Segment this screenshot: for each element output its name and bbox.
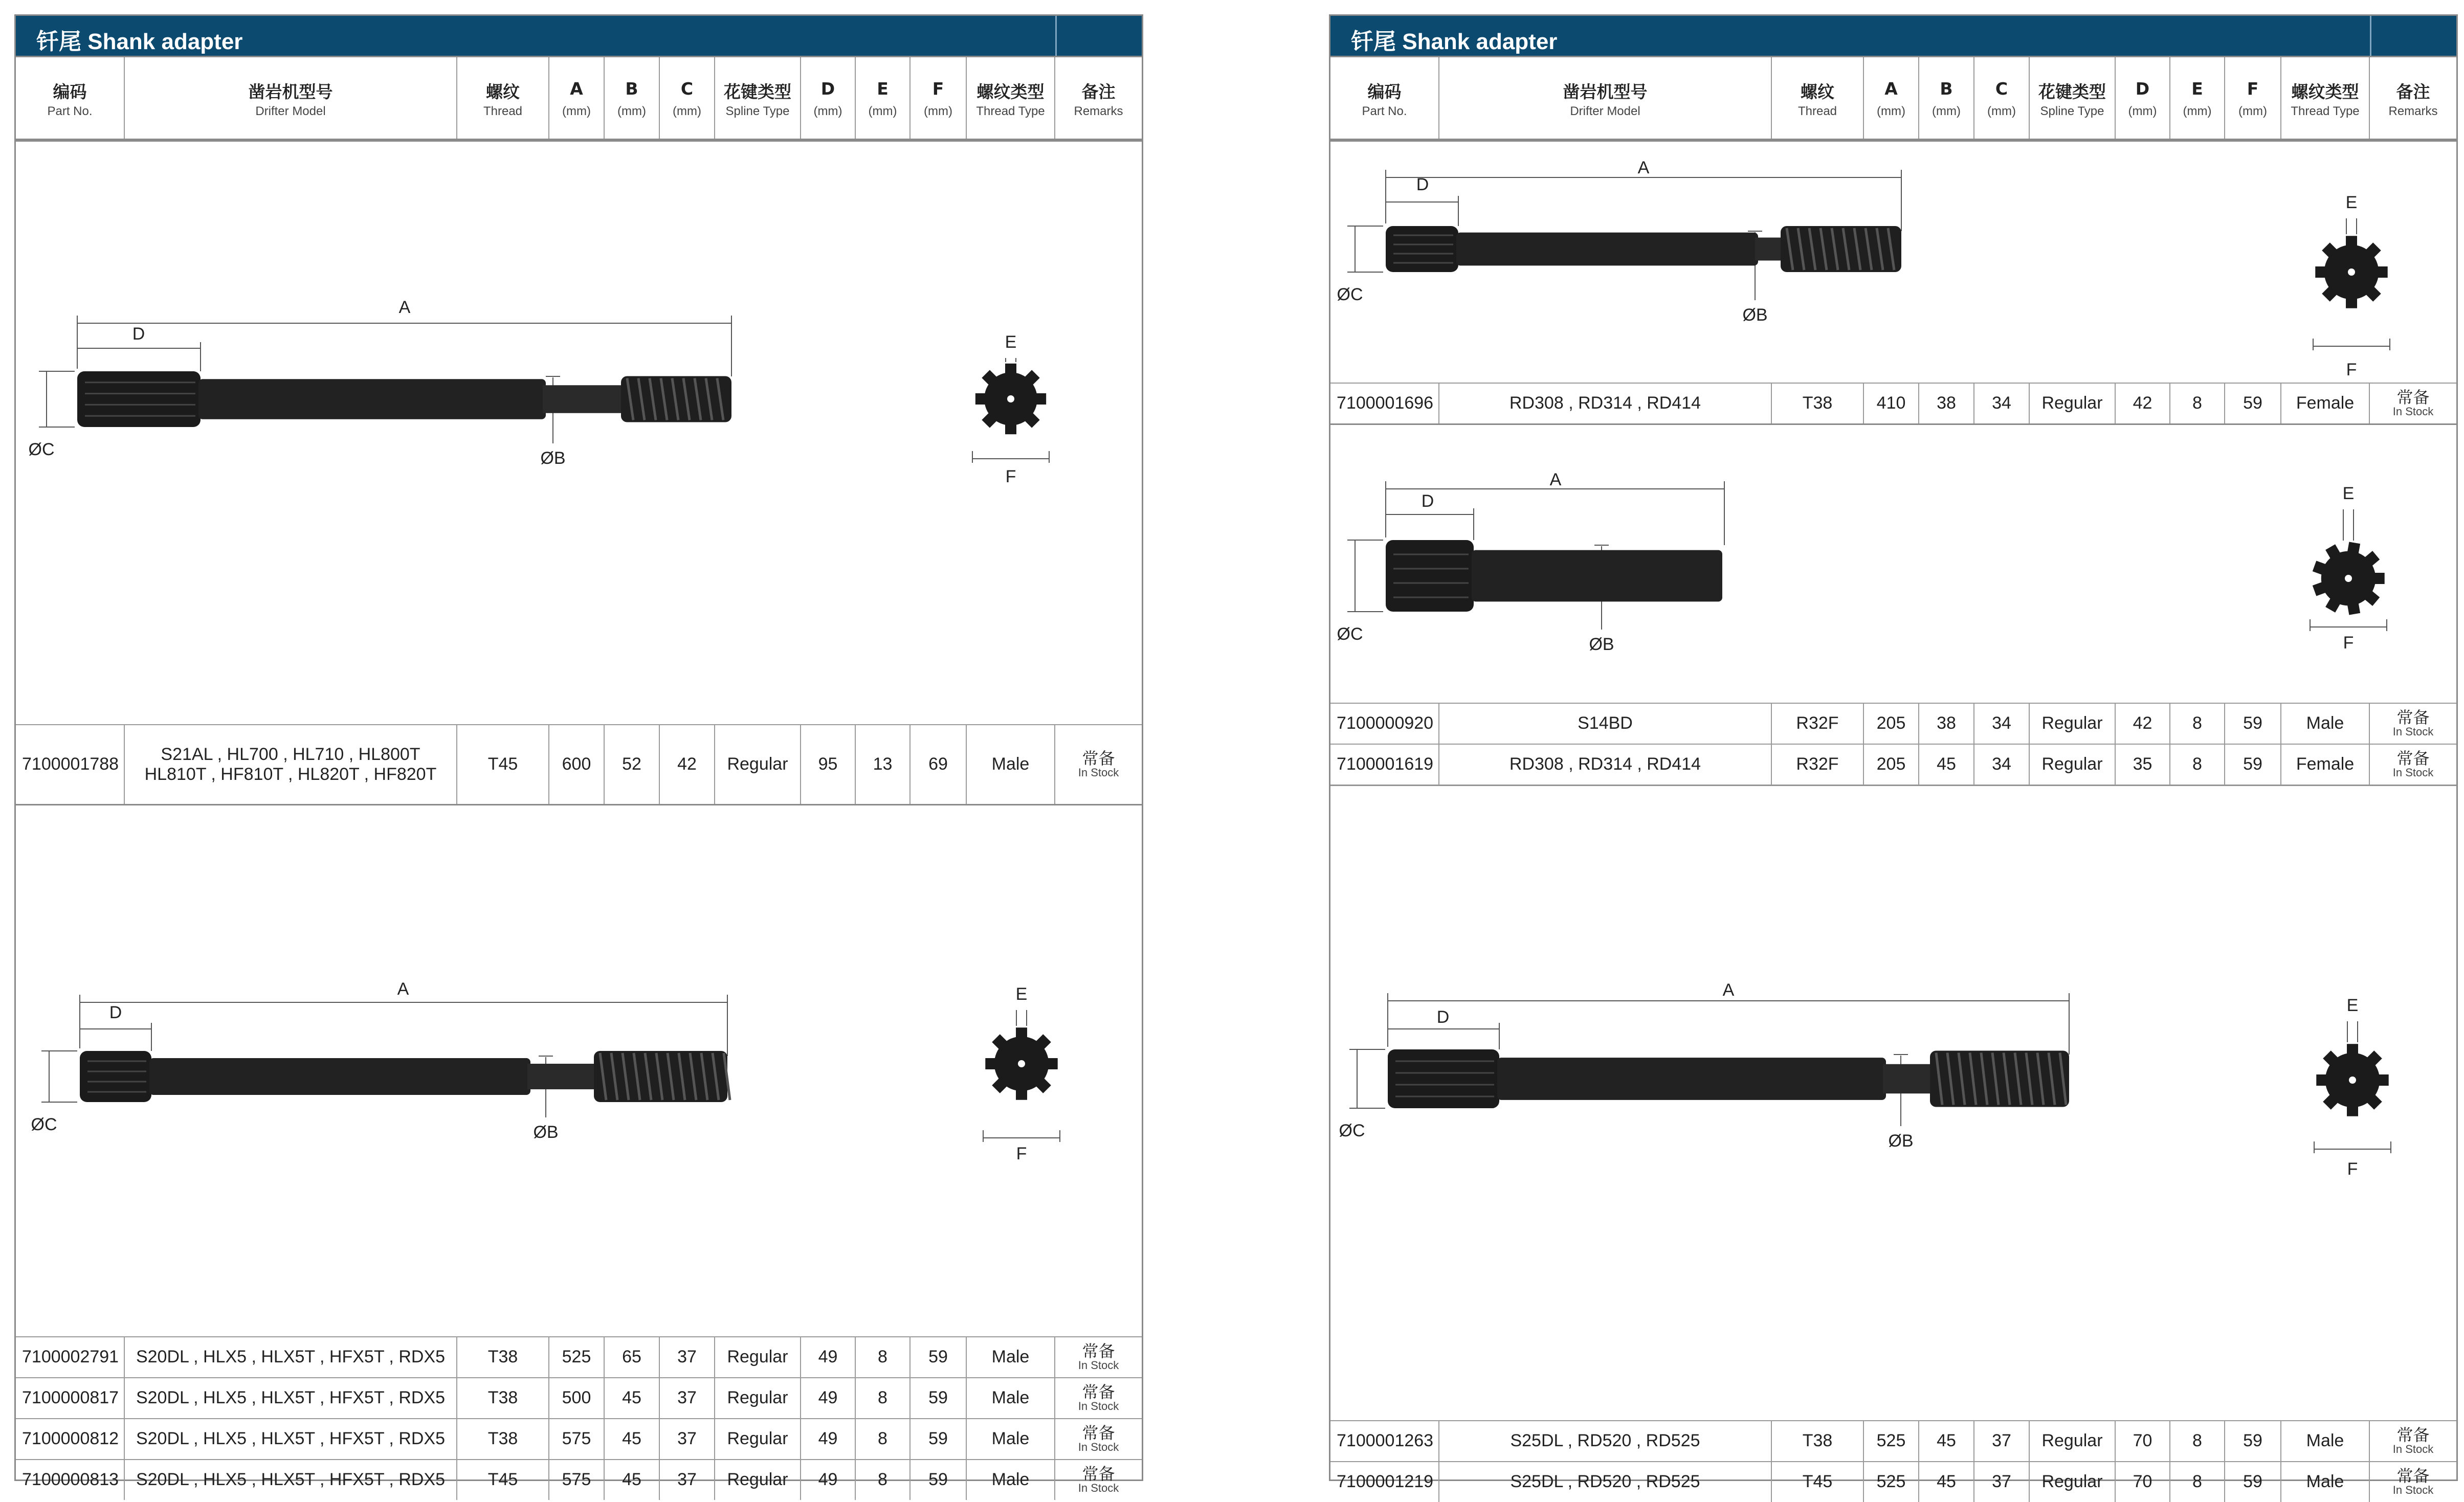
cell-D: 42 (2116, 384, 2170, 423)
drifter-model-line: RD308 , RD314 , RD414 (1509, 754, 1701, 774)
cell-thread: T45 (457, 725, 549, 804)
dim-label-b: ØB (540, 449, 566, 468)
cell-A: 525 (549, 1337, 605, 1377)
section-title: 钎尾 Shank adapter (36, 29, 243, 54)
header-col-model (125, 57, 457, 139)
header-col-cn: D (820, 79, 835, 99)
dim-label-b: ØB (1888, 1131, 1914, 1151)
table-row (1330, 703, 2456, 744)
cell-F: 59 (911, 1378, 967, 1418)
shank-spline-head (1388, 1049, 1499, 1108)
table-header (1330, 57, 2456, 140)
header-col-D (2116, 57, 2170, 139)
section-title-bar (1330, 16, 2456, 57)
cell-spline: Regular (2030, 745, 2116, 784)
spline-cross-section-icon (985, 1027, 1057, 1100)
shank-adapter-drawing (1330, 142, 2456, 384)
header-col-en: (mm) (1877, 104, 1905, 118)
remarks-cn: 常备 (2396, 1466, 2430, 1486)
cell-F: 59 (2225, 1462, 2281, 1502)
cell-thread: T45 (1772, 1462, 1864, 1502)
header-col-en: Thread Type (2291, 104, 2360, 118)
cell-spline: Regular (2030, 1421, 2116, 1461)
remarks-en: In Stock (1078, 1440, 1119, 1453)
cell-B: 45 (605, 1378, 660, 1418)
dim-label-d: D (1436, 1007, 1450, 1027)
table-row (16, 1377, 1142, 1418)
drifter-model-line: RD308 , RD314 , RD414 (1509, 393, 1701, 413)
cell-D: 95 (801, 725, 856, 804)
table-row (16, 1418, 1142, 1459)
cell-D: 49 (801, 1337, 856, 1377)
cell-thread: T38 (457, 1337, 549, 1377)
dim-label-b: ØB (533, 1123, 559, 1142)
header-col-en: Part No. (1362, 104, 1407, 118)
table-row (1330, 1420, 2456, 1461)
cell-B: 38 (1919, 704, 1974, 744)
remarks-en: In Stock (2392, 725, 2434, 738)
header-col-cn: 螺纹类型 (2291, 82, 2359, 102)
cell-thread: T38 (457, 1378, 549, 1418)
header-col-cn: 花键类型 (724, 82, 791, 102)
cell-C: 37 (660, 1419, 715, 1459)
header-col-remarks (2370, 57, 2456, 139)
cell-F: 59 (2225, 1421, 2281, 1461)
cell-model (125, 1378, 457, 1418)
cell-thread: T38 (1772, 1421, 1864, 1461)
cell-part: 7100002791 (16, 1337, 125, 1377)
remarks-cn: 常备 (1082, 1382, 1115, 1402)
header-col-en: (mm) (2238, 104, 2267, 118)
header-col-cn: 凿岩机型号 (1563, 82, 1648, 102)
cell-model (125, 1460, 457, 1500)
cell-thread: T38 (457, 1419, 549, 1459)
header-col-thread-type (967, 57, 1055, 139)
cell-E: 8 (856, 1460, 911, 1500)
header-col-cn: B (1940, 79, 1953, 99)
cell-A: 525 (1864, 1421, 1919, 1461)
remarks-en: In Stock (1078, 1399, 1119, 1413)
cell-F: 69 (911, 725, 967, 804)
header-col-cn: D (2135, 79, 2150, 99)
cell-thread-type: Male (967, 1337, 1055, 1377)
cell-D: 70 (2116, 1421, 2170, 1461)
header-col-en: (mm) (1987, 104, 2016, 118)
dim-label-c: ØC (1337, 285, 1363, 304)
cell-thread: T38 (1772, 384, 1864, 423)
header-col-cn: 编码 (53, 82, 87, 102)
table-row (16, 724, 1142, 804)
cell-C: 42 (660, 725, 715, 804)
product-drawing (16, 804, 1142, 1336)
shank-shaft (149, 1058, 530, 1095)
drifter-model-line: S25DL , RD520 , RD525 (1510, 1472, 1700, 1492)
cell-B: 38 (1919, 384, 1974, 423)
header-col-en: Remarks (2388, 104, 2438, 118)
cell-part: 7100000813 (16, 1460, 125, 1500)
table-header (16, 57, 1142, 140)
cell-remarks (1055, 1419, 1142, 1459)
dim-label-f: F (2347, 1159, 2358, 1179)
header-col-cn: A (1884, 79, 1898, 99)
cell-E: 8 (2170, 745, 2225, 784)
cell-spline: Regular (715, 1460, 801, 1500)
cell-thread-type: Male (2281, 1421, 2370, 1461)
cell-E: 8 (2170, 1421, 2225, 1461)
cell-remarks (2370, 704, 2456, 744)
header-col-cn: 花键类型 (2038, 82, 2106, 102)
cell-spline: Regular (2030, 384, 2116, 423)
product-drawing (1330, 140, 2456, 383)
cell-B: 45 (1919, 1462, 1974, 1502)
cell-A: 205 (1864, 704, 1919, 744)
section-title-bar (16, 16, 1142, 57)
remarks-cn: 常备 (1082, 1341, 1115, 1361)
remarks-en: In Stock (2392, 1442, 2434, 1455)
header-col-en: (mm) (1932, 104, 1961, 118)
header-col-en: Drifter Model (1570, 104, 1640, 118)
remarks-cn: 常备 (1082, 1423, 1115, 1443)
cell-F: 59 (2225, 704, 2281, 744)
remarks-en: In Stock (1078, 1358, 1119, 1372)
header-col-E (856, 57, 911, 139)
spline-cross-section-icon (975, 364, 1046, 434)
dim-label-e: E (2346, 996, 2359, 1015)
header-col-cn: F (2247, 79, 2259, 99)
remarks-cn: 常备 (1082, 748, 1115, 768)
cell-part: 7100001696 (1330, 384, 1439, 423)
header-col-E (2170, 57, 2225, 139)
dim-label-b: ØB (1589, 635, 1614, 654)
header-col-en: (mm) (868, 104, 897, 118)
header-col-en: (mm) (617, 104, 646, 118)
cell-remarks (1055, 1460, 1142, 1500)
cell-A: 575 (549, 1419, 605, 1459)
cell-C: 34 (1974, 704, 2030, 744)
header-col-en: Spline Type (725, 104, 790, 118)
header-col-cn: F (932, 79, 944, 99)
cell-C: 34 (1974, 384, 2030, 423)
cell-thread-type: Male (967, 1460, 1055, 1500)
cell-B: 45 (605, 1460, 660, 1500)
cell-A: 525 (1864, 1462, 1919, 1502)
cell-E: 8 (2170, 384, 2225, 423)
table-row (1330, 383, 2456, 423)
dim-label-d: D (109, 1003, 122, 1022)
cell-F: 59 (911, 1337, 967, 1377)
dim-label-e: E (2345, 193, 2358, 212)
cell-remarks (1055, 725, 1142, 804)
cell-thread-type: Male (967, 1378, 1055, 1418)
cell-C: 34 (1974, 745, 2030, 784)
remarks-en: In Stock (2392, 405, 2434, 418)
header-col-A (549, 57, 605, 139)
header-col-en: Part No. (47, 104, 93, 118)
blank-area (1330, 784, 2456, 786)
spline-cross-section-icon (2313, 542, 2385, 615)
header-col-en: Thread Type (976, 104, 1045, 118)
dim-label-d: D (132, 324, 145, 344)
remarks-cn: 常备 (1082, 1464, 1115, 1484)
header-col-remarks (1055, 57, 1142, 139)
catalog-page-right (1329, 14, 2458, 1496)
remarks-cn: 常备 (2396, 387, 2430, 407)
header-col-cn: 备注 (2396, 82, 2430, 102)
remarks-cn: 常备 (2396, 707, 2430, 727)
dim-label-c: ØC (1339, 1121, 1365, 1140)
cell-A: 575 (549, 1460, 605, 1500)
header-col-en: (mm) (2183, 104, 2212, 118)
header-col-en: (mm) (924, 104, 952, 118)
cell-A: 205 (1864, 745, 1919, 784)
dim-label-a: A (1549, 470, 1562, 489)
cell-model (1439, 1462, 1772, 1502)
shank-shaft (198, 379, 546, 419)
drifter-model-line: HL810T , HF810T , HL820T , HF820T (144, 765, 437, 784)
cell-part: 7100001619 (1330, 745, 1439, 784)
dim-label-a: A (1722, 980, 1735, 1000)
cell-C: 37 (1974, 1421, 2030, 1461)
cell-B: 45 (1919, 745, 1974, 784)
cell-spline: Regular (715, 1337, 801, 1377)
cell-model (1439, 384, 1772, 423)
cell-C: 37 (660, 1337, 715, 1377)
dim-label-f: F (2343, 633, 2354, 653)
cell-A: 410 (1864, 384, 1919, 423)
cell-spline: Regular (715, 1419, 801, 1459)
shank-shaft (1472, 550, 1722, 602)
header-col-model (1439, 57, 1772, 139)
cell-E: 8 (856, 1378, 911, 1418)
drifter-model-line: S20DL , HLX5 , HLX5T , HFX5T , RDX5 (136, 1347, 446, 1367)
cell-A: 600 (549, 725, 605, 804)
cell-remarks (2370, 384, 2456, 423)
cell-D: 49 (801, 1460, 856, 1500)
cell-part: 7100001263 (1330, 1421, 1439, 1461)
dim-label-c: ØC (31, 1115, 57, 1134)
cell-model (1439, 1421, 1772, 1461)
header-col-cn: B (625, 79, 638, 99)
cell-part: 7100000920 (1330, 704, 1439, 744)
header-col-cn: C (680, 79, 694, 99)
cell-remarks (1055, 1337, 1142, 1377)
cell-E: 8 (856, 1337, 911, 1377)
shank-spline-head (77, 371, 201, 427)
header-col-D (801, 57, 856, 139)
cell-part: 7100001219 (1330, 1462, 1439, 1502)
cell-C: 37 (660, 1378, 715, 1418)
cell-B: 65 (605, 1337, 660, 1377)
dim-label-e: E (2342, 484, 2355, 503)
cell-remarks (2370, 745, 2456, 784)
header-col-cn: 凿岩机型号 (248, 82, 333, 102)
cell-D: 70 (2116, 1462, 2170, 1502)
table-row (16, 1459, 1142, 1500)
cell-part: 7100000817 (16, 1378, 125, 1418)
dim-label-b: ØB (1742, 305, 1768, 325)
cell-part: 7100000812 (16, 1419, 125, 1459)
cell-thread: R32F (1772, 704, 1864, 744)
cell-spline: Regular (2030, 1462, 2116, 1502)
section-title: 钎尾 Shank adapter (1351, 29, 1558, 54)
header-col-cn: A (570, 79, 583, 99)
cell-B: 45 (605, 1419, 660, 1459)
header-col-F (911, 57, 967, 139)
shank-adapter-drawing (16, 805, 1142, 1338)
cell-D: 42 (2116, 704, 2170, 744)
cell-F: 59 (2225, 384, 2281, 423)
cell-F: 59 (2225, 745, 2281, 784)
header-col-en: (mm) (673, 104, 701, 118)
cell-B: 52 (605, 725, 660, 804)
shank-spline-head (1386, 540, 1474, 612)
cell-thread: R32F (1772, 745, 1864, 784)
cell-F: 59 (911, 1419, 967, 1459)
cell-spline: Regular (2030, 704, 2116, 744)
cell-model (125, 725, 457, 804)
cell-A: 500 (549, 1378, 605, 1418)
remarks-en: In Stock (1078, 1481, 1119, 1494)
dim-label-a: A (1637, 158, 1650, 177)
shank-spline-head (1386, 226, 1458, 272)
cell-C: 37 (660, 1460, 715, 1500)
drifter-model-line: S21AL , HL700 , HL710 , HL800T (161, 744, 420, 764)
header-col-en: Remarks (1074, 104, 1123, 118)
header-col-C (1974, 57, 2030, 139)
cell-thread-type: Female (2281, 745, 2370, 784)
shank-spline-head (80, 1051, 151, 1102)
dim-label-d: D (1416, 175, 1429, 194)
spline-cross-section-icon (2316, 1044, 2388, 1116)
header-col-en: Thread (483, 104, 523, 118)
dim-label-f: F (1016, 1144, 1027, 1163)
cell-F: 59 (911, 1460, 967, 1500)
header-col-cn: 螺纹类型 (976, 82, 1045, 102)
shank-shaft (1456, 233, 1758, 266)
header-col-cn: E (2191, 79, 2203, 99)
cell-spline: Regular (715, 1378, 801, 1418)
header-col-thread (457, 57, 549, 139)
header-col-en: (mm) (2128, 104, 2157, 118)
cell-part: 7100001788 (16, 725, 125, 804)
shank-adapter-drawing (16, 142, 1142, 726)
dim-label-d: D (1421, 491, 1434, 511)
header-col-part (1330, 57, 1439, 139)
cell-D: 49 (801, 1378, 856, 1418)
header-col-C (660, 57, 715, 139)
header-col-A (1864, 57, 1919, 139)
product-drawing (1330, 423, 2456, 703)
dim-label-c: ØC (28, 440, 55, 459)
dim-label-e: E (1005, 332, 1017, 352)
drifter-model-line: S20DL , HLX5 , HLX5T , HFX5T , RDX5 (136, 1388, 446, 1408)
product-drawing (1330, 784, 2456, 1420)
header-col-en: (mm) (562, 104, 591, 118)
cell-E: 8 (856, 1419, 911, 1459)
table-row (1330, 1461, 2456, 1502)
header-col-cn: E (877, 79, 889, 99)
product-drawing (16, 140, 1142, 724)
dim-label-f: F (1005, 467, 1016, 486)
header-col-F (2225, 57, 2281, 139)
cell-E: 8 (2170, 704, 2225, 744)
dim-label-a: A (398, 298, 411, 317)
header-col-part (16, 57, 125, 139)
header-col-spline (2030, 57, 2116, 139)
shank-adapter-drawing (1330, 786, 2456, 1422)
dim-label-f: F (2346, 360, 2357, 379)
cell-D: 35 (2116, 745, 2170, 784)
cell-remarks (2370, 1421, 2456, 1461)
cell-remarks (2370, 1462, 2456, 1502)
cell-E: 8 (2170, 1462, 2225, 1502)
drifter-model-line: S20DL , HLX5 , HLX5T , HFX5T , RDX5 (136, 1470, 446, 1490)
cell-thread-type: Male (967, 725, 1055, 804)
cell-thread-type: Female (2281, 384, 2370, 423)
header-col-cn: 编码 (1367, 82, 1402, 102)
cell-thread-type: Male (967, 1419, 1055, 1459)
header-col-cn: 螺纹 (1801, 82, 1834, 102)
remarks-cn: 常备 (2396, 1425, 2430, 1445)
dim-label-c: ØC (1337, 624, 1363, 644)
header-col-spline (715, 57, 801, 139)
table-row (16, 1336, 1142, 1377)
header-col-en: (mm) (813, 104, 842, 118)
remarks-cn: 常备 (2396, 748, 2430, 768)
cell-B: 45 (1919, 1421, 1974, 1461)
header-col-thread (1772, 57, 1864, 139)
cell-thread-type: Male (2281, 1462, 2370, 1502)
header-col-cn: 螺纹 (486, 82, 520, 102)
dim-label-e: E (1015, 984, 1028, 1004)
cell-thread-type: Male (2281, 704, 2370, 744)
header-col-cn: C (1995, 79, 2008, 99)
dim-label-a: A (397, 979, 409, 999)
header-col-B (1919, 57, 1974, 139)
spline-cross-section-icon (2315, 236, 2387, 308)
drifter-model-line: S25DL , RD520 , RD525 (1510, 1431, 1700, 1451)
header-col-en: Spline Type (2040, 104, 2104, 118)
header-col-en: Drifter Model (255, 104, 326, 118)
catalog-page-left (14, 14, 1143, 1494)
header-col-thread-type (2281, 57, 2370, 139)
shank-shaft (1497, 1058, 1886, 1100)
cell-model (1439, 745, 1772, 784)
remarks-en: In Stock (2392, 1483, 2434, 1496)
header-col-B (605, 57, 660, 139)
shank-adapter-drawing (1330, 425, 2456, 704)
cell-model (125, 1337, 457, 1377)
cell-model (1439, 704, 1772, 744)
remarks-en: In Stock (2392, 766, 2434, 779)
cell-remarks (1055, 1378, 1142, 1418)
cell-spline: Regular (715, 725, 801, 804)
drifter-model-line: S14BD (1578, 713, 1633, 733)
cell-D: 49 (801, 1419, 856, 1459)
header-col-cn: 备注 (1081, 82, 1116, 102)
cell-thread: T45 (457, 1460, 549, 1500)
drifter-model-line: S20DL , HLX5 , HLX5T , HFX5T , RDX5 (136, 1429, 446, 1449)
table-row (1330, 744, 2456, 784)
cell-model (125, 1419, 457, 1459)
remarks-en: In Stock (1078, 766, 1119, 779)
cell-C: 37 (1974, 1462, 2030, 1502)
header-col-en: Thread (1797, 104, 1837, 118)
cell-E: 13 (856, 725, 911, 804)
